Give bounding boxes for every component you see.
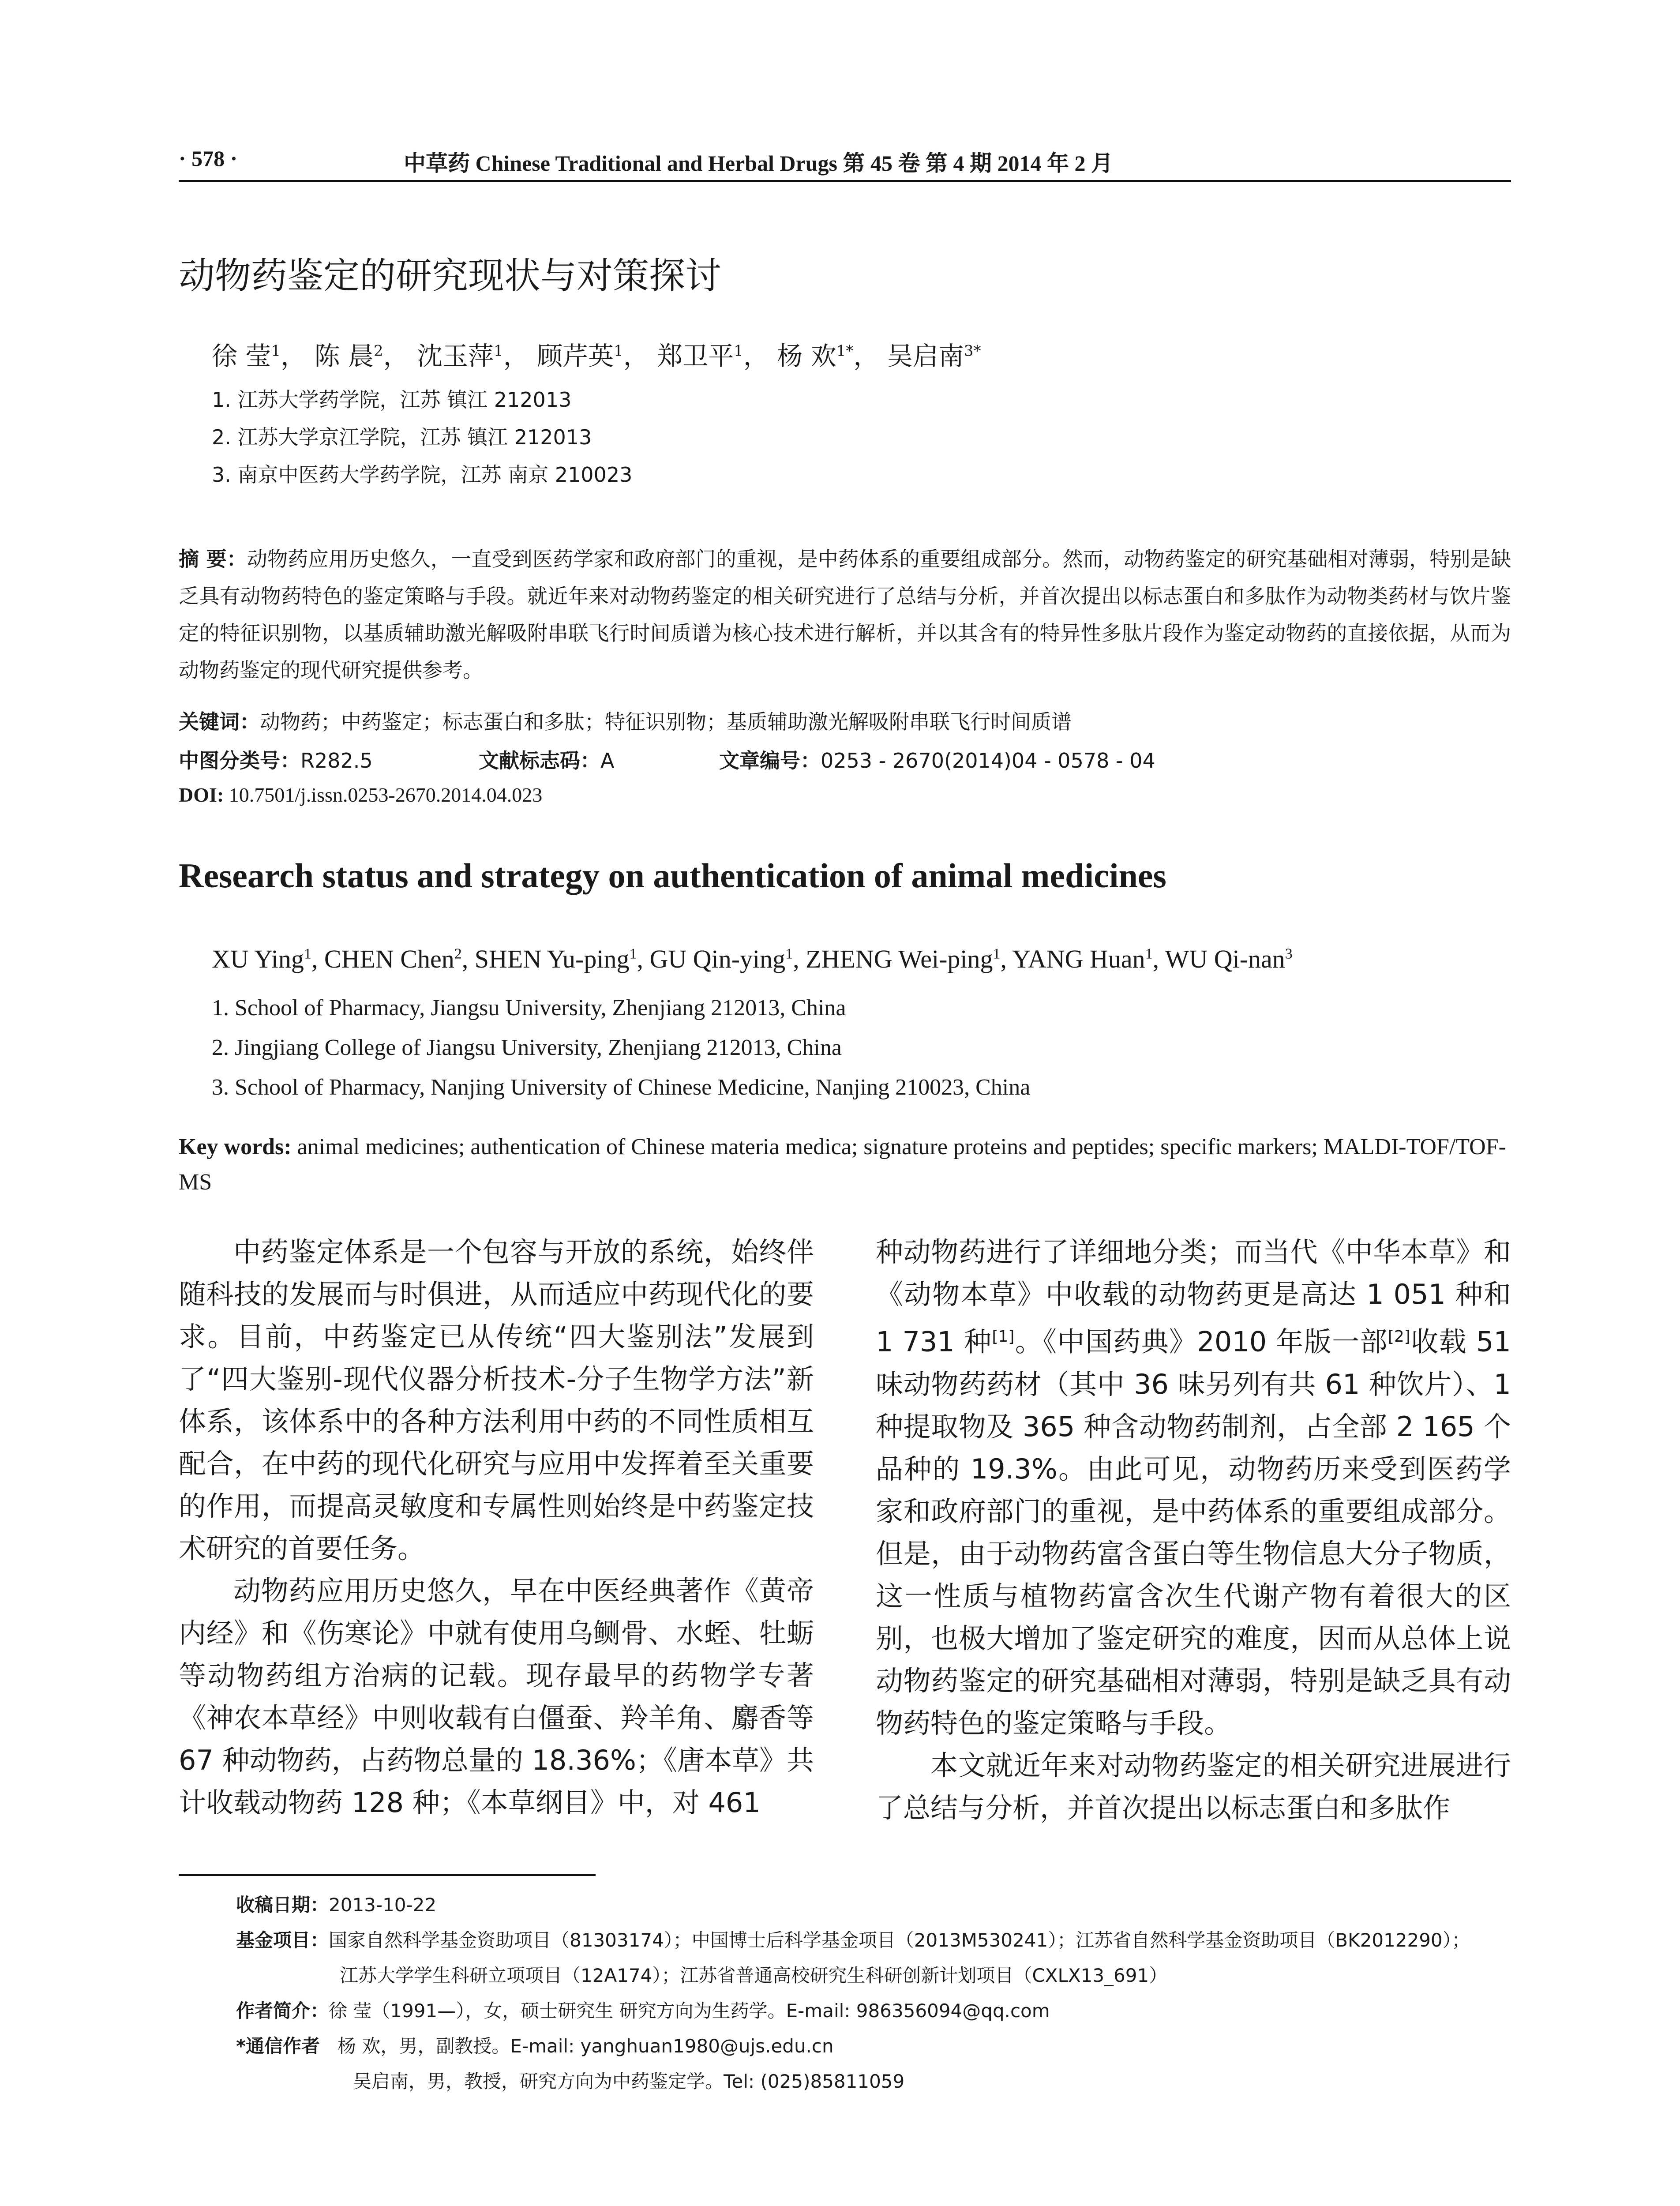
doi [179,783,542,807]
affiliation-cn-3: 3. 南京中医药大学药学院，江苏 南京 210023 [212,463,633,487]
affiliation-en-3: 3. School of Pharmacy, Nanjing University of Chinese Medicine, Nanjing 210023, China [212,1075,1031,1100]
clc-value: R282.5 [300,749,373,773]
footnote-bio [236,1996,1050,2023]
author-sup: 1 [734,342,743,360]
author-sup: 3* [964,342,981,360]
journal-info: 中草药 Chinese Traditional and Herbal Drugs 第 45 卷 第 4 期 2014 年 2 月 [404,151,1113,176]
page-number: · 578 · [179,146,238,171]
author-en: SHEN Yu-ping [474,945,630,973]
corr-text-1: 杨 欢，男，副教授。E-mail: yanghuan1980@ujs.edu.cn [338,2035,834,2057]
author-cn: 郑卫平 [657,341,734,371]
author-cn: 徐 莹 [212,341,271,371]
doi-label: DOI: [179,784,224,806]
fund-label: 基金项目： [236,1929,329,1951]
body-text: 种动物药进行了详细地分类；而当代《中华本草》和《动物本草》中收载的动物药更是高达 1 051 种和 1 731 种 [876,1236,1511,1358]
article-label: 文章编号： [719,749,821,773]
affiliation-cn-2: 2. 江苏大学京江学院，江苏 镇江 212013 [212,425,592,449]
received-label: 收稿日期： [236,1894,329,1916]
corr-label: *通信作者 [236,2035,320,2057]
affiliation-cn-1: 1. 江苏大学药学院，江苏 镇江 212013 [212,388,572,412]
citation-ref: [2] [1388,1328,1410,1346]
body-text: 收载 51 味动物药药材（其中 36 味另列有共 61 种饮片）、1 种提取物及 365 种含动物药制剂，占全部 2 165 个品种的 19.3%。由此可见，动物药历来受到医药学家和政府部门的重视，是中药体系的重要组成部分。但是，由于动物药富含蛋白等生物信息大分子物质，这一性质与植物药富含次生代谢产物有着很大的区别，也极大增加了鉴定研究的难度，因而从总体上说动物药鉴定的研究基础相对薄弱，特别是缺乏具有动物药特色的鉴定策略与手段。 [876,1325,1511,1739]
received-value: 2013-10-22 [329,1894,437,1916]
keywords-cn-text: 动物药；中药鉴定；标志蛋白和多肽；特征识别物；基质辅助激光解吸附串联飞行时间质谱 [260,710,1072,734]
footnote-fund [236,1926,1470,1952]
author-sup: 1 [993,945,1001,962]
author-en: CHEN Chen [324,945,454,973]
keywords-en-text: animal medicines; authentication of Chinese materia medica; signature proteins and peptides; specific markers; MALDI-TOF/TOF-MS [179,1134,1506,1195]
footnote-received [236,1891,436,1917]
footnote-fund-cont: 江苏大学学生科研立项项目（12A174）；江苏省普通高校研究生科研创新计划项目（CXLX13_691） [340,1965,1168,1986]
abstract-cn [179,540,1511,689]
author-en: XU Ying [212,945,304,973]
author-sup: 1 [271,342,281,360]
author-en: WU Qi-nan [1165,945,1285,973]
running-header [179,140,1511,182]
author-cn: 顾芹英 [537,341,614,371]
author-sup: 1 [304,945,311,962]
abstract-label: 摘 要： [179,547,247,571]
authors-en: XU Ying$^1$, CHEN Chen$^2$, SHEN Yu-ping$^1$, GU Qin-ying$^1$, ZHENG Wei-ping$^1$, YANG Huan$^1$, WU Qi-nan$^3$ [212,945,1293,973]
author-sup: 1 [494,342,503,360]
doi-value: 10.7501/j.issn.0253-2670.2014.04.023 [229,784,543,806]
body-text: 。《中国药典》2010 年版一部 [1014,1325,1388,1358]
body-paragraph: 中药鉴定体系是一个包容与开放的系统，始终伴随科技的发展而与时俱进，从而适应中药现代化的要求。目前，中药鉴定已从传统“四大鉴别法”发展到了“四大鉴别-现代仪器分析技术-分子生物学方法”新体系，该体系中的各种方法利用中药的不同性质相互配合，在中药的现代化研究与应用中发挥着至关重要的作用，而提高灵敏度和专属性则始终是中药鉴定技术研究的首要任务。 [179,1236,814,1564]
doc-label: 文献标志码： [479,749,600,773]
author-sup: 1 [785,945,793,962]
classification-line [179,745,373,774]
author-cn: 陈 晨 [314,341,374,371]
body-column-right [876,1231,1511,1829]
author-sup: 3 [1285,945,1293,962]
citation-ref: [1] [992,1328,1015,1346]
footnote-corresponding-2: 吴启南，男，教授，研究方向为中药鉴定学。Tel: (025)85811059 [353,2071,905,2092]
footnote-corresponding [236,2032,834,2058]
author-sup: 1 [1145,945,1153,962]
keywords-cn-label: 关键词： [179,710,260,734]
affiliation-en-2: 2. Jingjiang College of Jiangsu University, Zhenjiang 212013, China [212,1035,842,1060]
author-sup: 2 [454,945,462,962]
doc-code [479,745,614,774]
author-sup: 1* [836,342,854,360]
author-en: GU Qin-ying [649,945,786,973]
title-en: Research status and strategy on authentication of animal medicines [179,856,1166,895]
author-cn: 杨 欢 [777,341,836,371]
footnote-divider [179,1874,596,1876]
keywords-en [179,1129,1511,1200]
author-sup: 1 [614,342,623,360]
author-en: YANG Huan [1012,945,1145,973]
authors-cn: 徐 莹$^1$， 陈 晨$^2$， 沈玉萍$^1$， 顾芹英$^1$， 郑卫平$^1$， 杨 欢$^{1*}$， 吴启南$^{3*}$ [212,341,981,371]
author-sup: 2 [373,342,383,360]
affiliation-en-1: 1. School of Pharmacy, Jiangsu University, Zhenjiang 212013, China [212,995,846,1020]
author-cn: 沈玉萍 [417,341,494,371]
fund-text: 国家自然科学基金资助项目（81303174）；中国博士后科学基金项目（2013M530241）；江苏省自然科学基金资助项目（BK2012290）； [329,1929,1470,1951]
abstract-text: 动物药应用历史悠久，一直受到医药学家和政府部门的重视，是中药体系的重要组成部分。然而，动物药鉴定的研究基础相对薄弱，特别是缺乏具有动物药特色的鉴定策略与手段。就近年来对动物药鉴定的相关研究进行了总结与分析，并首次提出以标志蛋白和多肽作为动物类药材与饮片鉴定的特征识别物，以基质辅助激光解吸附串联飞行时间质谱为核心技术进行解析，并以其含有的特异性多肽片段作为鉴定动物药的直接依据，从而为动物药鉴定的现代研究提供参考。 [179,547,1511,682]
clc-label: 中图分类号： [179,749,300,773]
doc-value: A [600,749,615,773]
author-sup: 1 [629,945,637,962]
bio-text: 徐 莹（1991—），女，硕士研究生 研究方向为生药学。E-mail: 986356094@qq.com [329,2000,1050,2022]
body-paragraph: 动物药应用历史悠久，早在中医经典著作《黄帝内经》和《伤寒论》中就有使用乌鲗骨、水蛭、牡蛎等动物药组方治病的记载。现存最早的药物学专著《神农本草经》中则收载有白僵蚕、羚羊角、麝香等 67 种动物药，占药物总量的 18.36%；《唐本草》共计收载动物药 128 种；《本草纲目》中，对 461 [179,1575,814,1819]
article-value: 0253 - 2670(2014)04 - 0578 - 04 [821,749,1155,773]
title-cn: 动物药鉴定的研究现状与对策探讨 [179,255,722,297]
author-en: ZHENG Wei-ping [806,945,993,973]
bio-label: 作者简介： [236,2000,329,2022]
article-number [719,745,1155,774]
body-paragraph: 本文就近年来对动物药鉴定的相关研究进展进行了总结与分析，并首次提出以标志蛋白和多肽作 [876,1749,1511,1824]
keywords-en-label: Key words: [179,1134,292,1159]
author-cn: 吴启南 [887,341,964,371]
body-paragraph [876,1231,1511,1745]
body-column-left [179,1231,814,1824]
keywords-cn [179,706,1072,735]
